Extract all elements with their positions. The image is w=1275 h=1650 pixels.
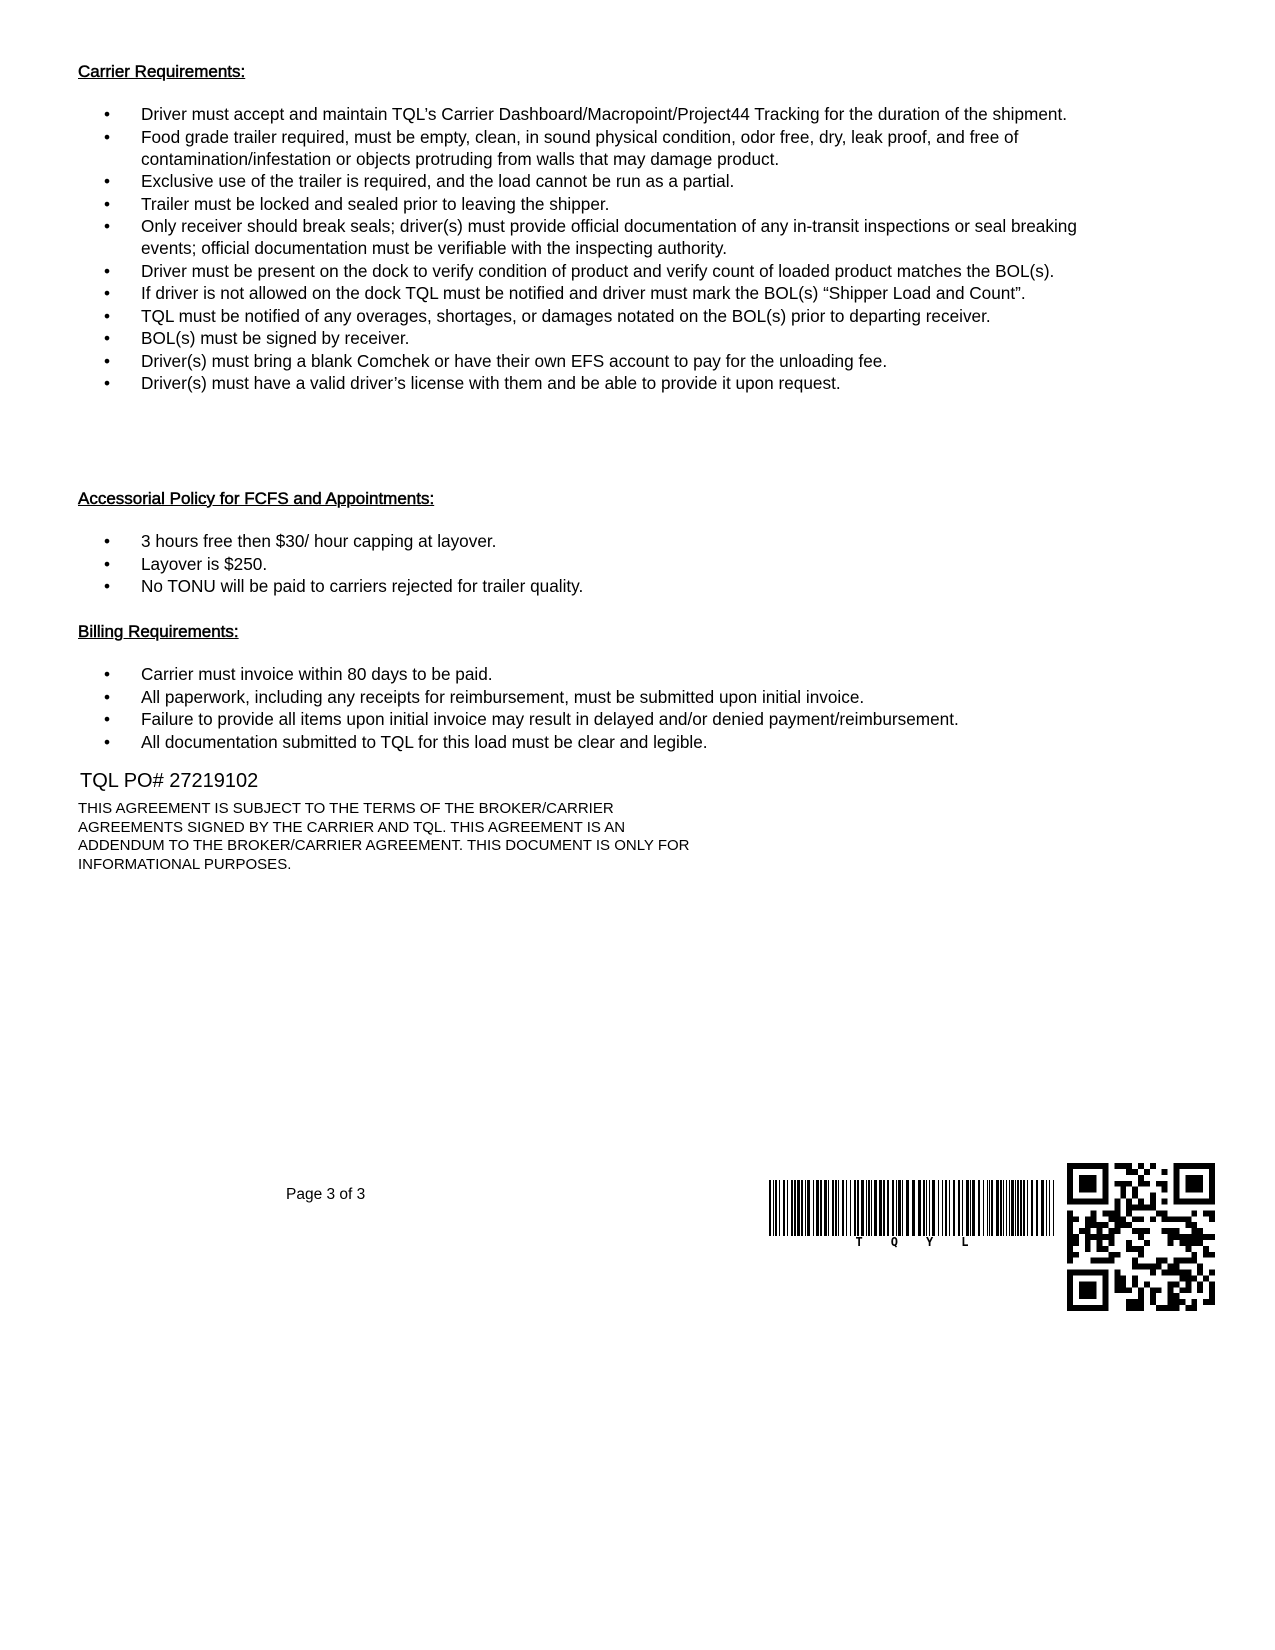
agreement-line: THIS AGREEMENT IS SUBJECT TO THE TERMS OF THE BROKER/CARRIER bbox=[78, 800, 614, 817]
billing-requirements-list bbox=[78, 663, 1098, 753]
list-item: • All paperwork, including any receipts for reimbursement, must be submitted upon initial invoice. bbox=[104, 686, 865, 707]
bullet-icon: • bbox=[104, 305, 111, 326]
carrier-requirements-list bbox=[78, 103, 1098, 395]
agreement-line: INFORMATIONAL PURPOSES. bbox=[78, 855, 292, 873]
list-item: • If driver is not allowed on the dock TQL must be notified and driver must mark the BOL(s) “Shipper Load and Count”. bbox=[104, 283, 1026, 303]
accessorial-policy-list bbox=[78, 530, 1098, 598]
bullet-icon: • bbox=[104, 350, 111, 371]
billing-requirements-heading: Billing Requirements: bbox=[78, 622, 239, 641]
barcode-caption bbox=[769, 1235, 1055, 1251]
bullet-icon: • bbox=[104, 531, 111, 551]
list-item: • Exclusive use of the trailer is required, and the load cannot be run as a partial. bbox=[104, 171, 735, 191]
barcode-char: T bbox=[855, 1235, 863, 1249]
list-item: • Driver(s) must bring a blank Comchek or have their own EFS account to pay for the unloading fee. bbox=[104, 350, 888, 371]
bullet-icon: • bbox=[104, 731, 111, 752]
barcode-char: Q bbox=[890, 1235, 898, 1249]
bullet-icon: • bbox=[104, 686, 111, 707]
list-item: • Food grade trailer required, must be empty, clean, in sound physical condition, odor free, dry, leak proof, and free of contamination/infestation or objects protruding from walls that may damage product. bbox=[104, 126, 1019, 169]
list-item: • Trailer must be locked and sealed prior to leaving the shipper. bbox=[104, 193, 610, 214]
agreement-line: ADDENDUM TO THE BROKER/CARRIER AGREEMENT. THIS DOCUMENT IS ONLY FOR bbox=[78, 837, 690, 854]
qr-code-icon bbox=[1067, 1163, 1215, 1311]
bullet-icon: • bbox=[104, 193, 111, 214]
list-item: • Carrier must invoice within 80 days to be paid. bbox=[104, 664, 493, 684]
barcode-char: L bbox=[961, 1235, 969, 1249]
bullet-icon: • bbox=[104, 126, 111, 147]
list-item: • Layover is $250. bbox=[104, 553, 268, 574]
bullet-icon: • bbox=[104, 553, 111, 574]
bullet-icon: • bbox=[104, 373, 111, 393]
barcode-char: Y bbox=[926, 1235, 934, 1249]
list-item: • Failure to provide all items upon initial invoice may result in delayed and/or denied payment/reimbursement. bbox=[104, 709, 959, 729]
bullet-icon: • bbox=[104, 664, 111, 684]
list-item: • Driver must accept and maintain TQL’s Carrier Dashboard/Macropoint/Project44 Tracking for the duration of the shipment. bbox=[104, 104, 1068, 124]
list-item: • BOL(s) must be signed by receiver. bbox=[104, 328, 410, 348]
page-number: Page 3 of 3 bbox=[286, 1186, 366, 1203]
accessorial-policy-heading: Accessorial Policy for FCFS and Appointments: bbox=[78, 489, 435, 508]
po-number: TQL PO# 27219102 bbox=[80, 770, 259, 792]
bullet-icon: • bbox=[104, 576, 111, 596]
agreement-notice bbox=[78, 800, 798, 874]
barcode-icon bbox=[769, 1180, 1055, 1236]
bullet-icon: • bbox=[104, 216, 111, 236]
bullet-icon: • bbox=[104, 709, 111, 729]
list-item: • Driver must be present on the dock to verify condition of product and verify count of loaded product matches the BOL(s). bbox=[104, 260, 1055, 281]
bullet-icon: • bbox=[104, 104, 111, 124]
list-item: • TQL must be notified of any overages, shortages, or damages notated on the BOL(s) prior to departing receiver. bbox=[104, 305, 991, 326]
agreement-line: AGREEMENTS SIGNED BY THE CARRIER AND TQL. THIS AGREEMENT IS AN bbox=[78, 818, 626, 836]
bullet-icon: • bbox=[104, 171, 111, 191]
bullet-icon: • bbox=[104, 328, 111, 348]
carrier-requirements-heading: Carrier Requirements: bbox=[78, 62, 246, 81]
list-item: • All documentation submitted to TQL for this load must be clear and legible. bbox=[104, 731, 708, 752]
bullet-icon: • bbox=[104, 260, 111, 281]
list-item: • 3 hours free then $30/ hour capping at layover. bbox=[104, 531, 497, 551]
list-item: • Only receiver should break seals; driver(s) must provide official documentation of any in-transit inspections or seal breaking events; official documentation must be verifiable with the inspecting authority. bbox=[104, 216, 1077, 258]
list-item: • No TONU will be paid to carriers rejected for trailer quality. bbox=[104, 576, 584, 596]
bullet-icon: • bbox=[104, 283, 111, 303]
list-item: • Driver(s) must have a valid driver’s license with them and be able to provide it upon request. bbox=[104, 373, 841, 393]
